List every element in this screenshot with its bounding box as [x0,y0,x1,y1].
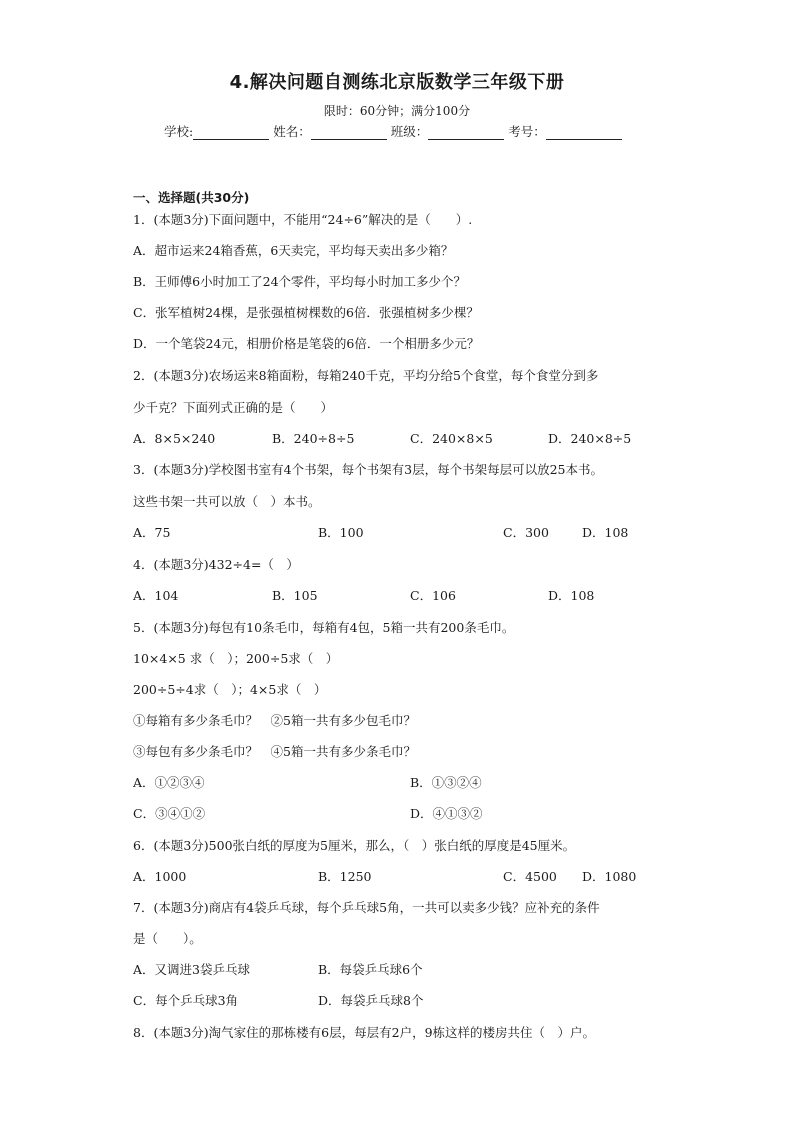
question-1-option-a: A．超市运来24箱香蕉，6天卖完，平均每天卖出多少箱？ [133,243,454,258]
question-2-option-d: D．240×8÷5 [548,431,632,446]
question-8-stem: 8．(本题3分)淘气家住的那栋楼有6层，每层有2户，9栋这样的楼房共住（ ）户。 [133,1025,596,1040]
question-3-option-b: B．100 [318,525,364,540]
question-4-stem: 4．(本题3分)432÷4=（ ） [133,557,299,572]
question-5-line-1: 10×4×5 求（ ）；200÷5求（ ） [133,651,339,666]
question-2-option-c: C．240×8×5 [410,431,493,446]
question-3-option-c: C．300 [503,525,549,540]
question-5-option-a: A．①②③④ [133,775,205,790]
question-3-option-d: D．108 [582,525,629,540]
question-2-stem-cont: 少千克？下面列式正确的是（ ） [133,400,334,415]
question-4-option-c: C．106 [410,588,456,603]
question-5-line-3: ①每箱有多少条毛巾？ ②5箱一共有多少包毛巾？ [133,713,416,728]
question-7-option-d: D．每袋乒乓球8个 [318,993,424,1008]
question-5-line-2: 200÷5÷4求（ ）；4×5求（ ） [133,682,327,697]
question-3-stem: 3．(本题3分)学校图书室有4个书架，每个书架有3层，每个书架每层可以放25本书。 [133,462,603,477]
question-2-option-a: A．8×5×240 [133,431,216,446]
question-6-option-d: D．1080 [582,869,637,884]
question-1-option-c: C．张军植树24棵，是张强植树棵数的6倍．张强植树多少棵？ [133,305,479,320]
page-title: 4.解决问题自测练北京版数学三年级下册 [229,72,565,93]
question-7-stem: 7．(本题3分)商店有4袋乒乓球，每个乒乓球5角，一共可以卖多少钱？应补充的条件 [133,900,600,915]
question-5-line-4: ③每包有多少条毛巾？ ④5箱一共有多少条毛巾？ [133,744,416,759]
exam-no-label: 考号： [508,124,546,139]
name-label: 姓名： [273,124,311,139]
question-4-option-d: D．108 [548,588,595,603]
question-1-option-b: B．王师傅6小时加工了24个零件，平均每小时加工多少个？ [133,274,467,289]
question-5-stem: 5．(本题3分)每包有10条毛巾，每箱有4包，5箱一共有200条毛巾。 [133,620,515,635]
question-5-option-c: C．③④①② [133,806,206,821]
question-7-option-b: B．每袋乒乓球6个 [318,962,423,977]
student-info-line [164,122,626,140]
question-5-option-b: B．①③②④ [410,775,482,790]
question-4-option-a: A．104 [133,588,179,603]
school-label: 学校: [164,124,194,139]
question-5-option-d: D．④①③② [410,806,483,821]
question-6-option-c: C．4500 [503,869,557,884]
question-2-stem: 2．(本题3分)农场运来8箱面粉，每箱240千克，平均分给5个食堂，每个食堂分到多 [133,368,599,383]
name-blank [311,125,387,140]
question-2-option-b: B．240÷8÷5 [272,431,355,446]
exam-no-blank [546,125,622,140]
question-7-stem-cont: 是（ ）。 [133,931,202,946]
question-6-option-a: A．1000 [133,869,187,884]
school-blank [193,125,269,140]
class-label: 班级： [390,124,429,139]
question-1-stem: 1．(本题3分)下面问题中，不能用“24÷6”解决的是（ ）. [133,212,473,227]
class-blank [428,125,504,140]
time-limit-text: 限时：60分钟；满分100分 [323,104,471,118]
section-title: 一、选择题(共30分) [133,190,250,205]
question-3-option-a: A．75 [133,525,171,540]
question-6-option-b: B．1250 [318,869,372,884]
question-3-stem-cont: 这些书架一共可以放（ ）本书。 [133,494,321,509]
question-4-option-b: B．105 [272,588,318,603]
question-7-option-a: A．又调进3袋乒乓球 [133,962,250,977]
question-1-option-d: D．一个笔袋24元，相册价格是笔袋的6倍．一个相册多少元？ [133,336,480,351]
question-7-option-c: C．每个乒乓球3角 [133,993,239,1008]
question-6-stem: 6．(本题3分)500张白纸的厚度为5厘米，那么，（ ）张白纸的厚度是45厘米。 [133,838,576,853]
